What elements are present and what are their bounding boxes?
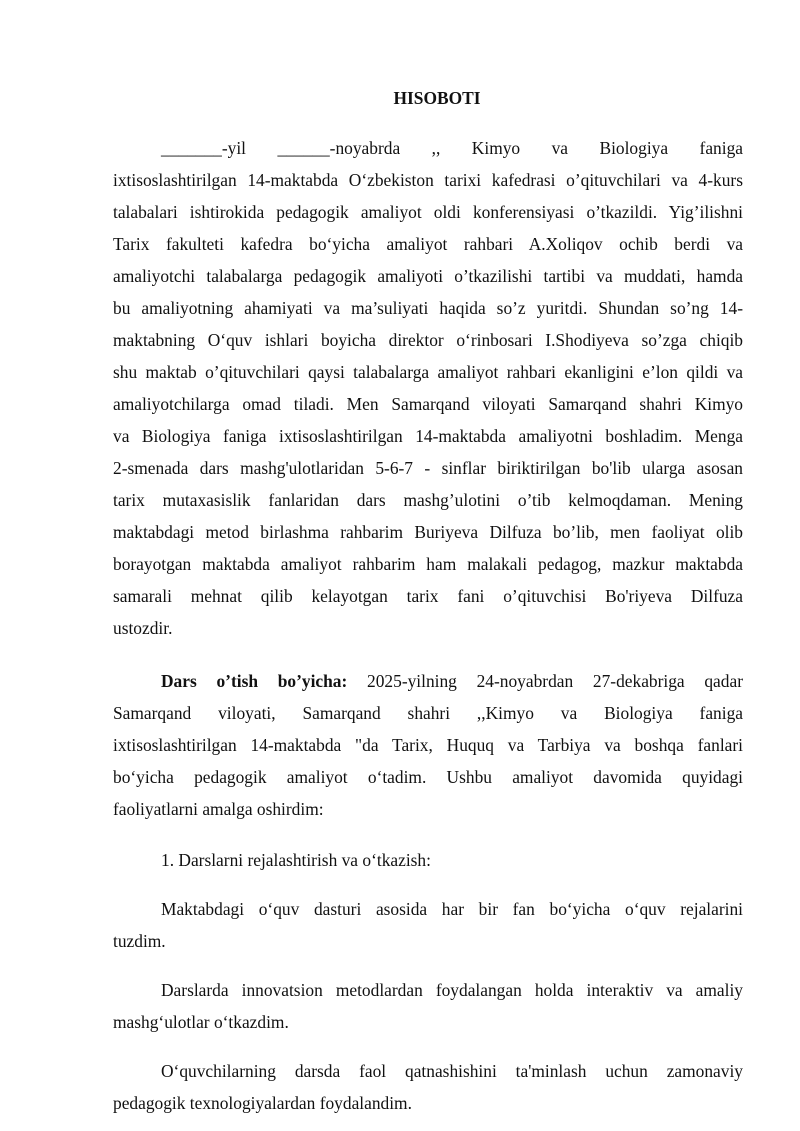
paragraph-6-line: pedagogik texnologiyalardan foydalandim. xyxy=(113,1093,412,1113)
paragraph-1-line: shu maktab o’qituvchilari qaysi talabalarga amaliyot rahbari ekanligini e’lon qildi va xyxy=(113,362,743,382)
paragraph-1-line: va Biologiya faniga ixtisoslashtirilgan 14-maktabda amaliyotni boshladim. Menga xyxy=(113,426,743,446)
paragraph-2-line: bo‘yicha pedagogik amaliyot o‘tadim. Ushbu amaliyot davomida quyidagi xyxy=(113,767,743,787)
paragraph-1-line: 2-smenada dars mashg'ulotlaridan 5-6-7 - sinflar biriktirilgan bo'lib ularga asosan xyxy=(113,458,743,478)
paragraph-5-line: Darslarda innovatsion metodlardan foydalangan holda interaktiv va amaliy xyxy=(161,980,743,1000)
paragraph-1-line: borayotgan maktabda amaliyot rahbarim ham malakali pedagog, mazkur maktabda xyxy=(113,554,743,574)
paragraph-1-line: maktabdagi metod birlashma rahbarim Buriyeva Dilfuza bo’lib, men faoliyat olib xyxy=(113,522,743,542)
paragraph-4-line: tuzdim. xyxy=(113,931,166,951)
paragraph-1-line: maktabning O‘quv ishlari boyicha direktor o‘rinbosari I.Shodiyeva so’zga chiqib xyxy=(113,330,743,350)
paragraph-2-line: ixtisoslashtirilgan 14-maktabda "da Tarix, Huquq va Tarbiya va boshqa fanlari xyxy=(113,735,743,755)
paragraph-1-line: _______-yil ______-noyabrda ,, Kimyo va Biologiya faniga xyxy=(161,138,743,158)
paragraph-1-line: ustozdir. xyxy=(113,618,173,638)
paragraph-2-line: faoliyatlarni amalga oshirdim: xyxy=(113,799,324,819)
paragraph-4-line: Maktabdagi o‘quv dasturi asosida har bir fan bo‘yicha o‘quv rejalarini xyxy=(161,899,743,919)
paragraph-1-line: Tarix fakulteti kafedra bo‘yicha amaliyot rahbari A.Xoliqov ochib berdi va xyxy=(113,234,743,254)
paragraph-6-line: O‘quvchilarning darsda faol qatnashishini ta'minlash uchun zamonaviy xyxy=(161,1061,743,1081)
paragraph-1-line: samarali mehnat qilib kelayotgan tarix fani o’qituvchisi Bo'riyeva Dilfuza xyxy=(113,586,743,606)
paragraph-2-first-line-rest: 2025-yilning 24-noyabrdan 27-dekabriga qadar xyxy=(367,671,743,691)
paragraph-1-line: amaliyotchi talabalarga pedagogik amaliyoti o’tkazilishi tartibi va muddati, hamda xyxy=(113,266,743,286)
paragraph-2-line: Samarqand viloyati, Samarqand shahri ,,Kimyo va Biologiya faniga xyxy=(113,703,743,723)
paragraph-1-line: talabalari ishtirokida pedagogik amaliyot oldi konferensiyasi o’tkazildi. Yig’ilishni xyxy=(113,202,743,222)
list-heading: 1. Darslarni rejalashtirish va o‘tkazish: xyxy=(161,850,431,870)
paragraph-1-line: ixtisoslashtirilgan 14-maktabda O‘zbekiston tarixi kafedrasi o’qituvchilari va 4-kurs xyxy=(113,170,743,190)
paragraph-1-line: amaliyotchilarga omad tiladi. Men Samarqand viloyati Samarqand shahri Kimyo xyxy=(113,394,743,414)
document-title: HISOBOTI xyxy=(393,88,481,108)
paragraph-2-bold-lead: Dars o’tish bo’yicha: xyxy=(161,671,348,691)
paragraph-1-line: tarix mutaxasislik fanlaridan dars mashg’ulotini o’tib kelmoqdaman. Mening xyxy=(113,490,743,510)
paragraph-1-line: bu amaliyotning ahamiyati va ma’suliyati haqida so’z yuritdi. Shundan so’ng 14- xyxy=(113,298,743,318)
paragraph-5-line: mashg‘ulotlar o‘tkazdim. xyxy=(113,1012,289,1032)
paragraph-2-first-line xyxy=(161,670,743,692)
